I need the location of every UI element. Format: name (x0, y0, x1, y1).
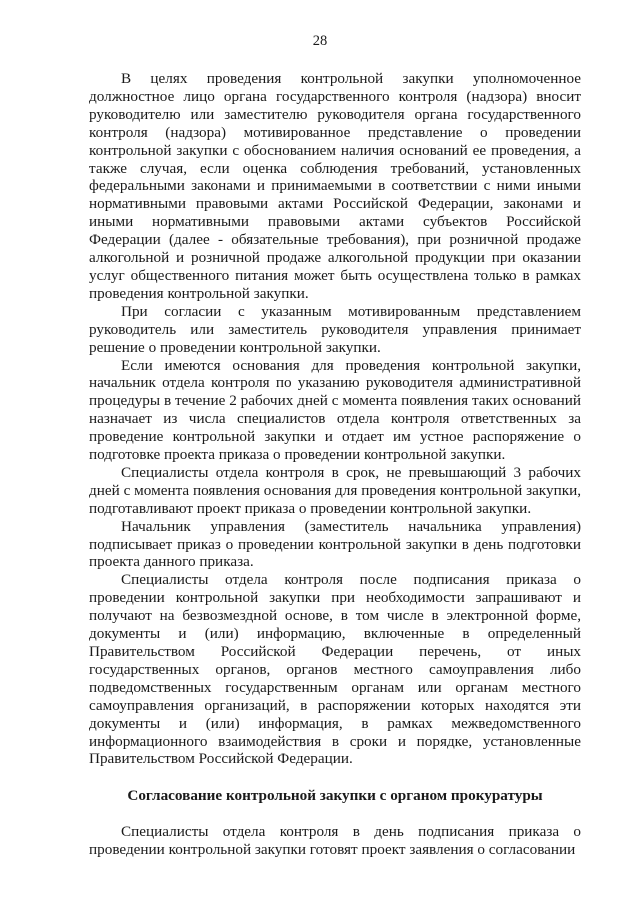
document-body (89, 70, 581, 859)
paragraph-6: Специалисты отдела контроля после подписания приказа о проведении контрольной закупки при необходимости запрашивают и получают на безвозмездной основе, в том числе в электронной форме, документы и (или) информацию, включенные в определенный Правительством Российской Федерации перечень, от иных государственных органов, органов местного самоуправления либо подведомственных государственным органам или органам местного самоуправления организаций, в распоряжении которых находятся эти документы и (или) информация, в рамках межведомственного информационного взаимодействия в сроки и порядке, установленные Правительством Российской Федерации. (89, 571, 581, 768)
paragraph-3: Если имеются основания для проведения контрольной закупки, начальник отдела контроля по указанию руководителя административной процедуры в течение 2 рабочих дней с момента появления таких оснований назначает из числа специалистов отдела контроля ответственных за проведение контрольной закупки и отдает им устное распоряжение о подготовке проекта приказа о проведении контрольной закупки. (89, 356, 581, 464)
paragraph-4: Специалисты отдела контроля в срок, не превышающий 3 рабочих дней с момента появления основания для проведения контрольной закупки, подготавливают проект приказа о проведении контрольной закупки. (89, 463, 581, 517)
closing-paragraph: Специалисты отдела контроля в день подписания приказа о проведении контрольной закупки готовят проект заявления о согласовании (89, 823, 581, 859)
page-number: 28 (312, 33, 328, 49)
section-heading: Согласование контрольной закупки с органом прокуратуры (127, 787, 543, 805)
paragraph-5: Начальник управления (заместитель начальника управления) подписывает приказ о проведении контрольной закупки в день подготовки проекта данного приказа. (89, 517, 581, 571)
paragraph-2: При согласии с указанным мотивированным представлением руководитель или заместитель руководителя управления принимает решение о проведении контрольной закупки. (89, 302, 581, 356)
paragraph-1: В целях проведения контрольной закупки уполномоченное должностное лицо органа государственного контроля (надзора) вносит руководителю или заместителю руководителя органа государственного контроля (надзора) мотивированное представление о проведении контрольной закупки с обоснованием наличия оснований ее проведения, а также случая, если оценка соблюдения требований, установленных федеральными законами и принимаемыми в соответствии с ними иными нормативными правовыми актами Российской Федерации, законами и иными нормативными правовыми актами субъектов Российской Федерации (далее - обязательные требования), при розничной продаже алкогольной и розничной продаже алкогольной продукции при оказании услуг общественного питания может быть осуществлена только в рамках проведения контрольной закупки. (89, 70, 581, 302)
